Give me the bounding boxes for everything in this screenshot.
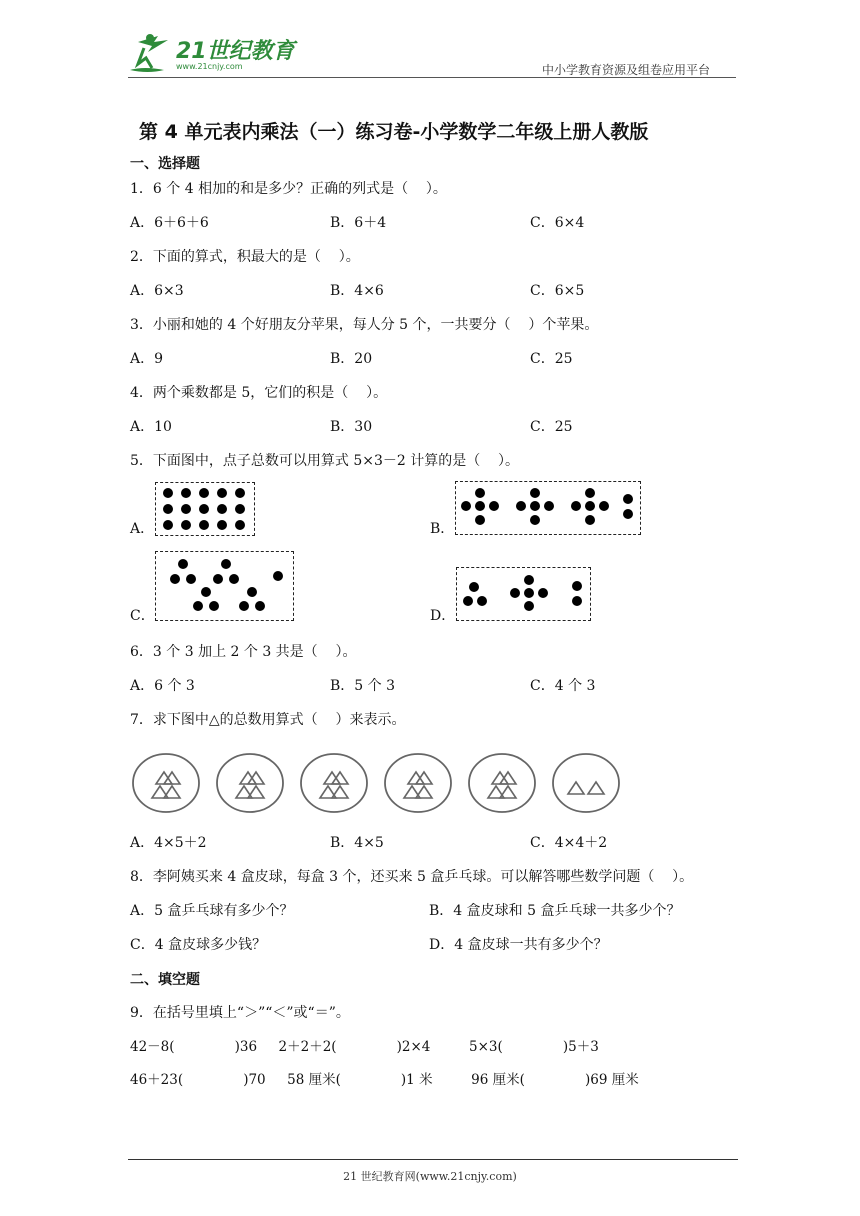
question-6-option-a: A．6 个 3 [130, 678, 195, 694]
question-6-option-b: B．5 个 3 [330, 678, 396, 694]
triangle-ovals-figure [130, 752, 630, 814]
dot-mixed-d-icon [457, 568, 590, 620]
question-3-option-a: A．9 [130, 351, 164, 367]
question-5-stem: 5．下面图中，点子总数可以用算式 5×3－2 计算的是（ ）。 [130, 453, 520, 469]
question-1-option-c: C．6×4 [530, 215, 585, 231]
question-8-stem: 8．李阿姨买来 4 盒皮球，每盒 3 个，还买来 5 盒乒乓球。可以解答哪些数学问题（ ）。 [130, 869, 694, 885]
question-4-option-c: C．25 [530, 419, 573, 435]
question-3-option-c: C．25 [530, 351, 573, 367]
question-3-stem: 3．小丽和她的 4 个好朋友分苹果，每人分 5 个，一共要分（ ）个苹果。 [130, 317, 599, 333]
question-2-option-b: B．4×6 [330, 283, 384, 299]
question-9-row-2: 46＋23( )70 58 厘米( )1 米 96 厘米( )69 厘米 [130, 1072, 639, 1088]
header-divider [128, 77, 736, 78]
question-5-option-a: A． [130, 521, 155, 537]
dot-cross-b-icon [456, 482, 640, 534]
question-1-option-a: A．6＋6＋6 [130, 215, 209, 231]
section-heading-fill: 二、填空题 [130, 972, 200, 988]
question-2-option-a: A．6×3 [130, 283, 184, 299]
question-8-option-b: B．4 盒皮球和 5 盒乒乓球一共多少个？ [429, 903, 681, 919]
dot-triangle-c-icon [156, 552, 293, 620]
dot-figure-a [155, 482, 255, 536]
footer-text: 21 世纪教育网(www.21cnjy.com) [343, 1170, 517, 1183]
question-1-option-b: B．6＋4 [330, 215, 387, 231]
question-8-option-d: D．4 盒皮球一共有多少个？ [429, 937, 608, 953]
question-5-option-b: B． [430, 521, 455, 537]
dot-figure-c [155, 551, 294, 621]
question-5-option-c: C． [130, 608, 155, 624]
question-6-option-c: C．4 个 3 [530, 678, 596, 694]
question-8-option-c: C．4 盒皮球多少钱？ [130, 937, 267, 953]
question-9-stem: 9．在括号里填上“＞”“＜”或“＝”。 [130, 1005, 350, 1021]
question-7-option-b: B．4×5 [330, 835, 384, 851]
question-2-stem: 2．下面的算式，积最大的是（ ）。 [130, 249, 360, 265]
header-platform-text: 中小学教育资源及组卷应用平台 [542, 63, 711, 77]
question-3-option-b: B．20 [330, 351, 373, 367]
question-8-option-a: A．5 盒乒乓球有多少个？ [130, 903, 294, 919]
question-7-stem: 7．求下图中△的总数用算式（ ）来表示。 [130, 712, 406, 728]
question-9-row-1: 42－8( )36 2＋2＋2( )2×4 5×3( )5＋3 [130, 1039, 599, 1055]
dot-figure-d [456, 567, 591, 621]
question-5-option-d: D． [430, 608, 456, 624]
logo-url: www.21cnjy.com [176, 62, 243, 71]
dot-figure-b [455, 481, 641, 535]
question-4-stem: 4．两个乘数都是 5，它们的积是（ ）。 [130, 385, 388, 401]
runner-logo-icon [124, 30, 184, 78]
triangle-ovals-icon [130, 752, 630, 814]
question-4-option-a: A．10 [130, 419, 172, 435]
question-7-option-c: C．4×4＋2 [530, 835, 608, 851]
section-heading-choice: 一、选择题 [130, 156, 200, 172]
question-1-stem: 1．6 个 4 相加的和是多少？正确的列式是（ ）。 [130, 181, 447, 197]
dot-grid-a-icon [156, 483, 254, 535]
question-7-option-a: A．4×5＋2 [130, 835, 207, 851]
question-2-option-c: C．6×5 [530, 283, 585, 299]
question-6-stem: 6．3 个 3 加上 2 个 3 共是（ ）。 [130, 644, 357, 660]
footer-divider [128, 1159, 738, 1160]
page-title: 第 4 单元表内乘法（一）练习卷-小学数学二年级上册人教版 [139, 121, 649, 143]
logo-text: 21世纪教育 [176, 39, 295, 64]
question-4-option-b: B．30 [330, 419, 373, 435]
